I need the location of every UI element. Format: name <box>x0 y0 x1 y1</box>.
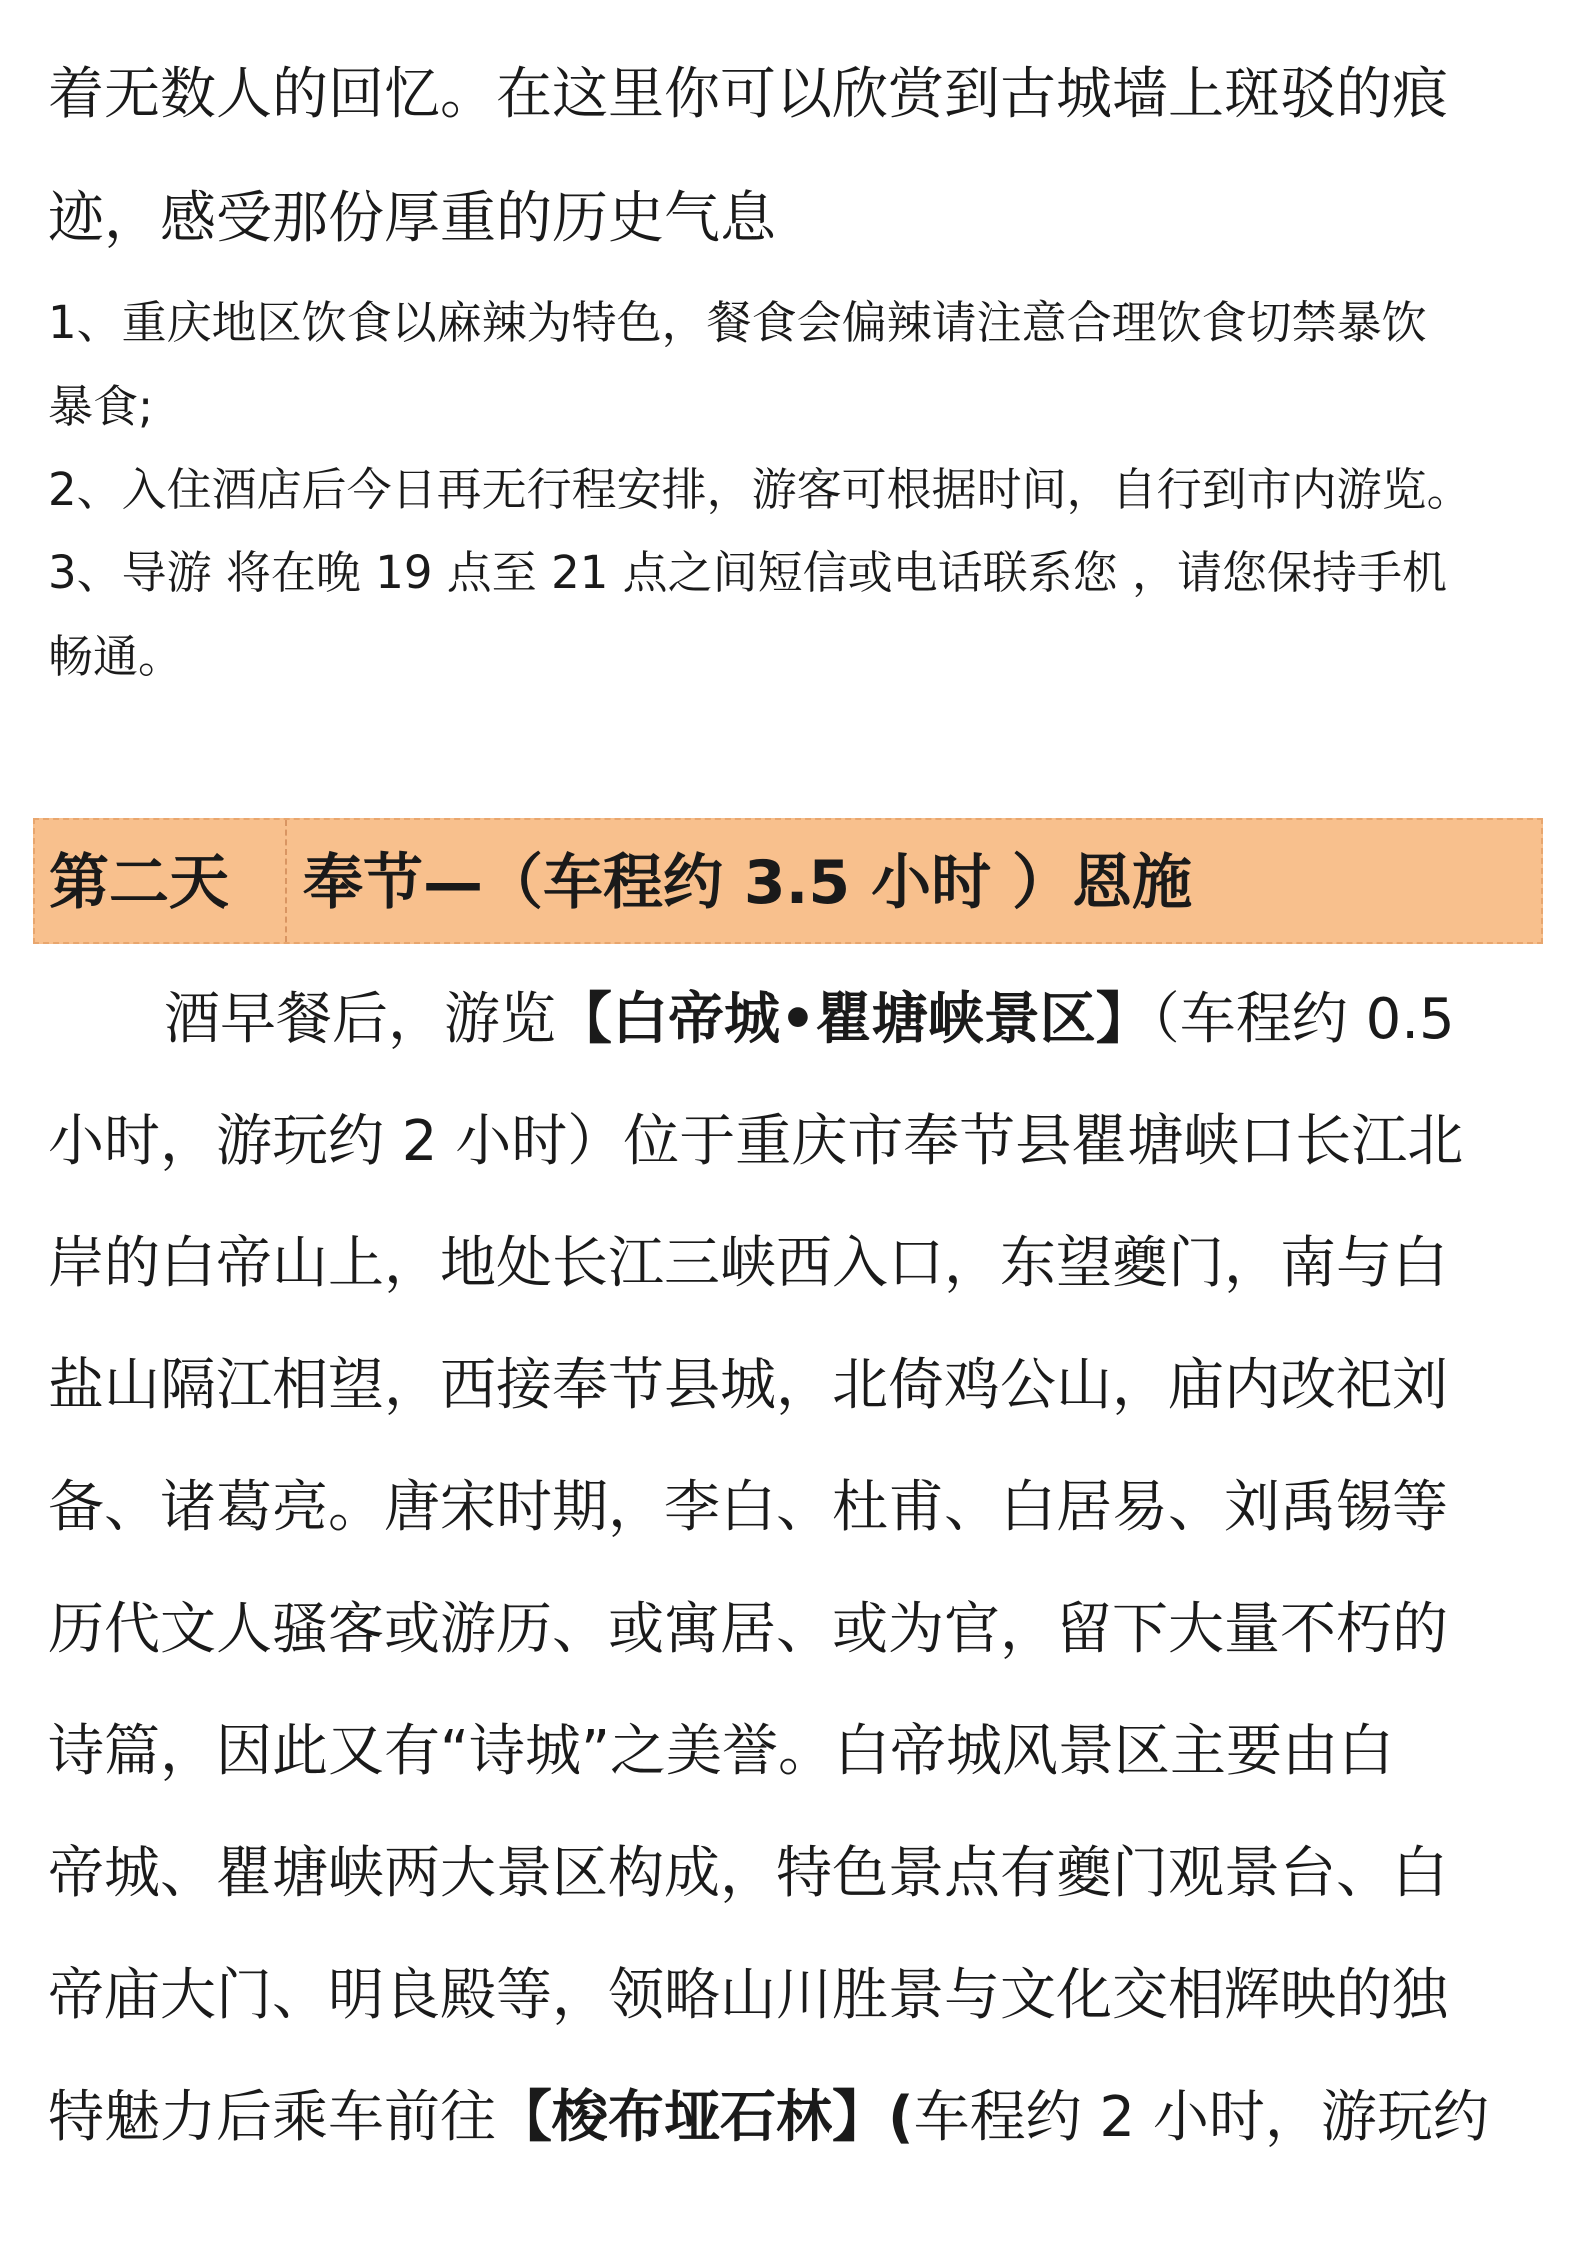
body-line-10-text: 特魅力后乘车前往 <box>48 2085 496 2150</box>
body-line-1-text: 酒早餐后，游览 <box>164 987 556 1052</box>
body-line-1-tail: （车程约 0.5 <box>1151 987 1455 1052</box>
attraction-baidi-city: 【白帝城•瞿塘峡景区】 <box>556 987 1152 1052</box>
body-line-2: 小时，游玩约 2 小时）位于重庆市奉节县瞿塘峡口长江北 <box>48 1109 1464 1174</box>
note-3-line-1: 3、导游 将在晚 19 点至 21 点之间短信或电话联系您 ，请您保持手机 <box>48 546 1447 599</box>
body-line-5: 备、诸葛亮。唐宋时期，李白、杜甫、白居易、刘禹锡等 <box>48 1475 1448 1540</box>
body-line-4: 盐山隔江相望，西接奉节县城，北倚鸡公山，庙内改祀刘 <box>48 1353 1448 1418</box>
note-1-line-1: 1、重庆地区饮食以麻辣为特色，餐食会偏辣请注意合理饮食切禁暴饮 <box>48 296 1427 349</box>
body-line-7: 诗篇，因此又有“诗城”之美誉。白帝城风景区主要由白 <box>48 1719 1395 1784</box>
attraction-suobuya-stone-forest: 【梭布垭石林】( <box>496 2085 914 2150</box>
note-3-line-2: 畅通。 <box>48 630 184 683</box>
note-2: 2、入住酒店后今日再无行程安排，游客可根据时间，自行到市内游览。 <box>48 463 1472 516</box>
day-header-divider <box>285 820 287 942</box>
body-line-8: 帝城、瞿塘峡两大景区构成，特色景点有夔门观景台、白 <box>48 1841 1448 1906</box>
body-line-10 <box>48 2086 1489 2150</box>
body-line-3: 岸的白帝山上，地处长江三峡西入口，东望夔门，南与白 <box>48 1231 1448 1296</box>
body-line-9: 帝庙大门、明良殿等，领略山川胜景与文化交相辉映的独 <box>48 1963 1448 2028</box>
body-line-1 <box>164 988 1455 1052</box>
body-line-10-tail: 车程约 2 小时，游玩约 <box>913 2085 1489 2150</box>
intro-line-2: 迹，感受那份厚重的历史气息 <box>48 186 776 251</box>
intro-line-1: 着无数人的回忆。在这里你可以欣赏到古城墙上斑驳的痕 <box>48 62 1448 127</box>
day-2-route: 奉节—（车程约 3.5 小时 ）恩施 <box>303 848 1192 918</box>
day-2-header <box>33 818 1543 944</box>
note-1-line-2: 暴食; <box>48 380 154 433</box>
day-2-label: 第二天 <box>49 848 229 918</box>
body-line-6: 历代文人骚客或游历、或寓居、或为官，留下大量不朽的 <box>48 1597 1448 1662</box>
